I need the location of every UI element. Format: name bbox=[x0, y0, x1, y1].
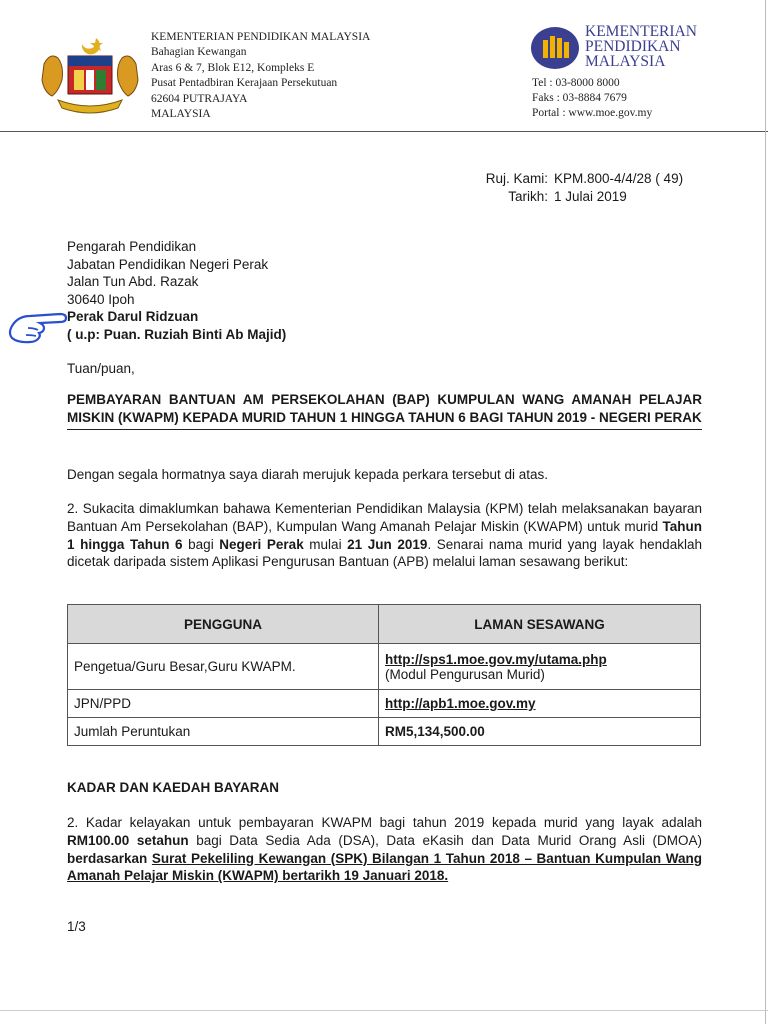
address-line: MALAYSIA bbox=[151, 108, 211, 121]
moe-logo-icon bbox=[530, 26, 580, 70]
contact-tel: Tel : 03-8000 8000 bbox=[532, 77, 620, 89]
text-span: bagi Data Sedia Ada (DSA), Data eKasih dan Data Murid Orang Asli (DMOA) bbox=[188, 832, 703, 848]
recipient-line: 30640 Ipoh bbox=[67, 291, 135, 307]
table-row bbox=[68, 690, 701, 718]
pointing-hand-icon bbox=[8, 306, 72, 348]
address-line: 62604 PUTRAJAYA bbox=[151, 92, 248, 105]
recipient-line: Jabatan Pendidikan Negeri Perak bbox=[67, 256, 269, 272]
recipient-state: Perak Darul Ridzuan bbox=[67, 309, 199, 325]
bold-span: Tahun 1 hingga Tahun 6 bbox=[67, 518, 702, 552]
bold-span: 21 Jun 2019 bbox=[347, 536, 428, 552]
contact-info bbox=[532, 76, 652, 122]
text-span: . Senarai nama murid yang layak hendaklah dicetak daripada sistem Aplikasi Pengurusan Bantuan (APB) melalui laman sesawang berikut: bbox=[67, 536, 702, 570]
paragraph-intro: Dengan segala hormatnya saya diarah merujuk kepada perkara tersebut di atas. bbox=[67, 467, 549, 482]
tarikh-label: Tarikh: bbox=[508, 189, 548, 204]
table-row bbox=[68, 644, 701, 690]
header-laman-sesawang: LAMAN SESAWANG bbox=[379, 605, 701, 644]
malaysia-coat-of-arms-icon bbox=[38, 34, 142, 116]
address-line: Aras 6 & 7, Blok E12, Kompleks E bbox=[151, 61, 315, 74]
contact-portal: Portal : www.moe.gov.my bbox=[532, 107, 653, 120]
apb-link[interactable]: http://apb1.moe.gov.my bbox=[385, 696, 536, 711]
cell-user: Jumlah Peruntukan bbox=[68, 718, 379, 746]
tarikh-value: 1 Julai 2019 bbox=[554, 189, 627, 204]
table-row bbox=[68, 718, 701, 746]
text-span: 2. Kadar kelayakan untuk pembayaran KWAPM bagi tahun 2019 kepada murid yang layak adalah bbox=[67, 815, 702, 830]
bold-span: RM100.00 setahun bbox=[67, 832, 189, 848]
page-edge bbox=[765, 0, 766, 1024]
paragraph-3 bbox=[67, 814, 702, 885]
header-pengguna: PENGGUNA bbox=[68, 605, 379, 644]
logo-text-line: KEMENTERIAN bbox=[585, 23, 697, 40]
salutation: Tuan/puan, bbox=[67, 361, 135, 376]
moe-logo-text bbox=[585, 24, 697, 69]
text-span: bagi bbox=[182, 536, 220, 552]
ruj-label: Ruj. Kami: bbox=[485, 171, 548, 186]
contact-fax: Faks : 03-8884 7679 bbox=[532, 92, 627, 105]
cell-user: Pengetua/Guru Besar,Guru KWAPM. bbox=[68, 644, 379, 690]
ministry-address bbox=[151, 30, 370, 122]
table-header-row bbox=[68, 605, 701, 644]
ruj-value: KPM.800-4/4/28 ( 49) bbox=[554, 171, 684, 186]
url-note: (Modul Pengurusan Murid) bbox=[385, 666, 545, 682]
address-line: Bahagian Kewangan bbox=[151, 46, 247, 59]
recipient-line: Pengarah Pendidikan bbox=[67, 239, 197, 254]
text-span: mulai bbox=[303, 536, 348, 552]
logo-text-line: MALAYSIA bbox=[585, 53, 666, 70]
recipient-line: Jalan Tun Abd. Razak bbox=[67, 274, 199, 290]
bold-span: Negeri Perak bbox=[219, 536, 304, 552]
cell-user: JPN/PPD bbox=[68, 690, 379, 718]
address-line: Pusat Pentadbiran Kerajaan Persekutuan bbox=[151, 77, 338, 90]
header-divider bbox=[0, 131, 768, 132]
total-allocation: RM5,134,500.00 bbox=[385, 724, 485, 739]
circular-reference: Surat Pekeliling Kewangan (SPK) Bilangan 1 Tahun 2018 – Bantuan Kumpulan Wang Amanah Pelajar Miskin (KWAPM) bertarikh 19 Januari 2018. bbox=[67, 850, 702, 884]
cell-url bbox=[379, 690, 701, 718]
cell-url bbox=[379, 644, 701, 690]
recipient-attention: ( u.p: Puan. Ruziah Binti Ab Majid) bbox=[67, 326, 287, 342]
logo-text-line: PENDIDIKAN bbox=[585, 38, 681, 55]
bottom-divider bbox=[0, 1010, 768, 1011]
cell-amount bbox=[379, 718, 701, 746]
text-span: 2. Sukacita dimaklumkan bahawa Kementerian Pendidikan Malaysia (KPM) telah melaksanakan bayaran Bantuan Am Persekolahan (BAP), Kumpulan Wang Amanah Pelajar Miskin (KWAPM) untuk murid bbox=[67, 501, 702, 534]
paragraph-2 bbox=[67, 500, 702, 571]
sps-link[interactable]: http://sps1.moe.gov.my/utama.php bbox=[385, 651, 607, 667]
letter-subject: PEMBAYARAN BANTUAN AM PERSEKOLAHAN (BAP) KUMPULAN WANG AMANAH PELAJAR MISKIN (KWAPM) KEPADA MURID TAHUN 1 HINGGA TAHUN 6 BAGI TAHUN 2019 - NEGERI PERAK bbox=[67, 391, 702, 430]
page-number: 1/3 bbox=[67, 919, 86, 934]
portal-table bbox=[67, 604, 701, 746]
bold-span: berdasarkan bbox=[67, 850, 148, 866]
recipient-address bbox=[67, 238, 286, 344]
reference-block bbox=[470, 170, 683, 206]
section-title: KADAR DAN KAEDAH BAYARAN bbox=[67, 780, 280, 795]
address-line: KEMENTERIAN PENDIDIKAN MALAYSIA bbox=[151, 31, 371, 43]
